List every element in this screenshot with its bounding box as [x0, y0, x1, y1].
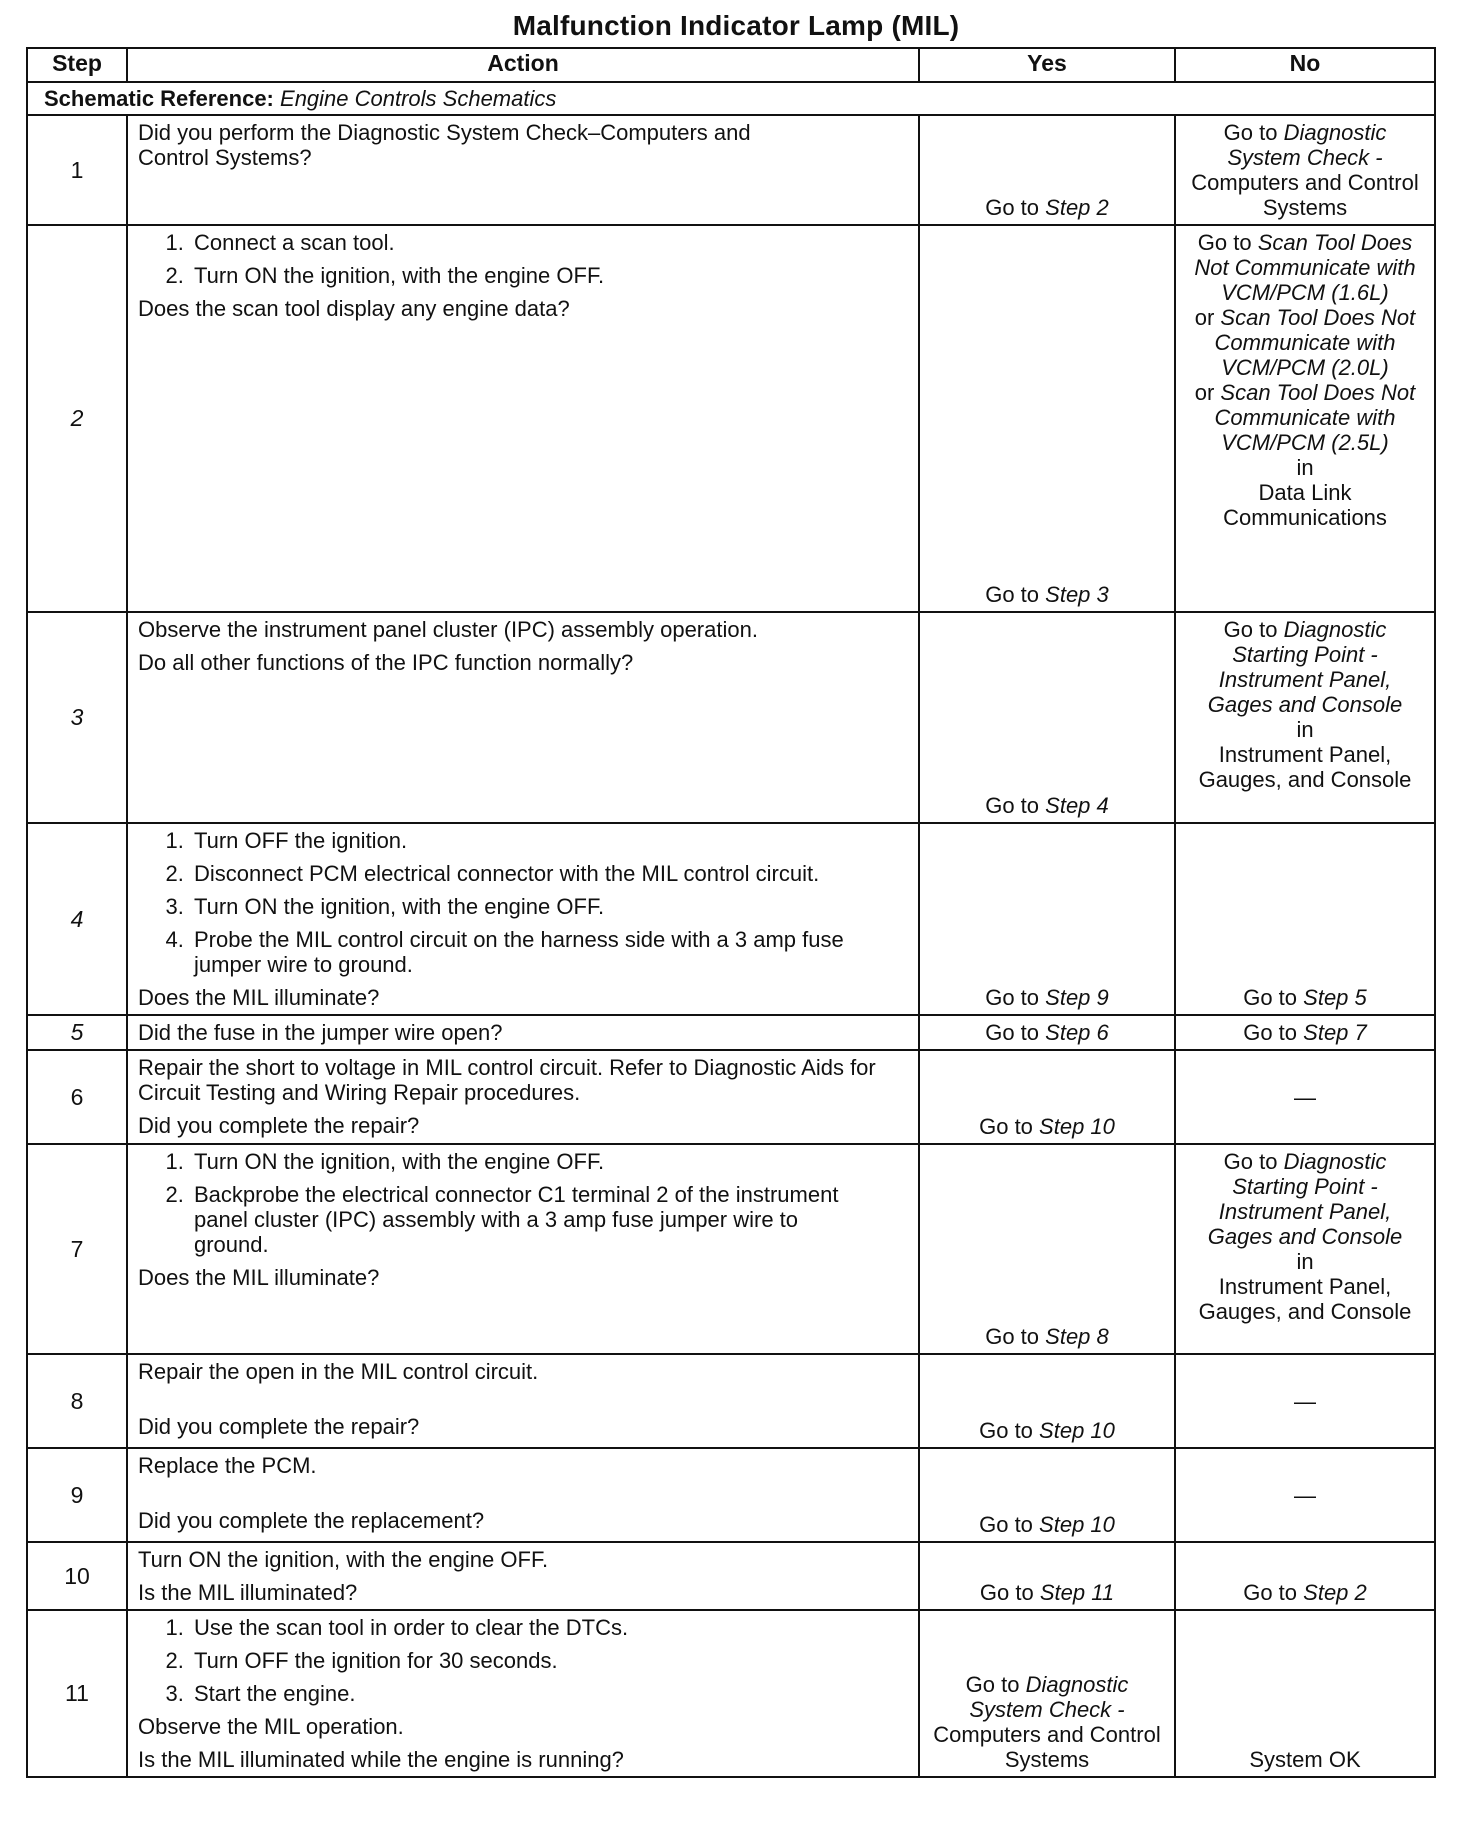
yes-cell: Go to Diagnostic System Check - Computers and Control Systems — [919, 1610, 1175, 1777]
no-cell: Go to Diagnostic Starting Point - Instrument Panel, Gages and Console in Instrument Panel, Gauges, and Console — [1175, 612, 1435, 823]
action-item: 2. Backprobe the electrical connector C1 terminal 2 of the instrument panel cluster (IPC) assembly with a 3 amp fuse jumper wire to ground. — [190, 1182, 908, 1257]
action-cell — [127, 612, 919, 823]
yes-target: Diagnostic System Check - — [969, 1672, 1129, 1722]
action-item: 3. Start the engine. — [190, 1681, 908, 1706]
action-question: Did the fuse in the jumper wire open? — [138, 1020, 503, 1045]
action-question: Did you complete the repair? — [138, 1113, 420, 1138]
action-cell — [127, 1144, 919, 1354]
yes-cell: Go to Step 2 — [919, 115, 1175, 225]
no-target: Diagnostic System Check - — [1227, 120, 1387, 170]
no-cell: — — [1175, 1050, 1435, 1144]
header-no: No — [1175, 48, 1435, 82]
action-item: 4. Probe the MIL control circuit on the harness side with a 3 amp fuse jumper wire to ground. — [190, 927, 908, 977]
action-cell — [127, 823, 919, 1015]
action-cell — [127, 115, 919, 225]
table-row — [27, 612, 1435, 823]
yes-target: Step 4 — [1045, 793, 1109, 818]
action-question: Did you perform the Diagnostic System Check–Computers and Control Systems? — [138, 120, 751, 170]
yes-cell: Go to Step 6 — [919, 1015, 1175, 1050]
step-number: 4 — [27, 823, 127, 1015]
action-question: Does the MIL illuminate? — [138, 1265, 380, 1290]
yes-cell: Go to Step 10 — [919, 1448, 1175, 1542]
page-title: Malfunction Indicator Lamp (MIL) — [512, 10, 960, 41]
action-cell — [127, 1050, 919, 1144]
no-cell: Go to Diagnostic Starting Point - Instrument Panel, Gages and Console in Instrument Panel, Gauges, and Console — [1175, 1144, 1435, 1354]
yes-cell: Go to Step 10 — [919, 1354, 1175, 1448]
table-row — [27, 1050, 1435, 1144]
yes-target: Step 8 — [1045, 1324, 1109, 1349]
header-action: Action — [127, 48, 919, 82]
step-number: 8 — [27, 1354, 127, 1448]
header-step: Step — [27, 48, 127, 82]
yes-target: Step 11 — [1039, 1580, 1115, 1605]
schematic-reference-label: Schematic Reference: — [44, 86, 274, 111]
table-row — [27, 1542, 1435, 1610]
table-row — [27, 1610, 1435, 1777]
yes-target: Step 2 — [1045, 195, 1109, 220]
no-cell: System OK — [1175, 1610, 1435, 1777]
action-question: Did you complete the replacement? — [138, 1508, 485, 1533]
action-text: Replace the PCM. — [138, 1453, 317, 1478]
schematic-reference-link: Engine Controls Schematics — [280, 86, 557, 111]
action-item: 2. Disconnect PCM electrical connector with the MIL control circuit. — [190, 861, 908, 886]
action-question: Is the MIL illuminated? — [138, 1580, 358, 1605]
yes-cell: Go to Step 8 — [919, 1144, 1175, 1354]
action-cell — [127, 1354, 919, 1448]
schematic-reference — [27, 82, 1435, 115]
no-cell: Go to Scan Tool Does Not Communicate with VCM/PCM (1.6L) or Scan Tool Does Not Communicate with VCM/PCM (2.0L) or Scan Tool Does Not Communicate with VCM/PCM (2.5L) in Data Link Communications — [1175, 225, 1435, 612]
yes-cell: Go to Step 3 — [919, 225, 1175, 612]
action-item: 2. Turn ON the ignition, with the engine OFF. — [190, 263, 908, 288]
action-cell — [127, 1448, 919, 1542]
step-number: 1 — [27, 115, 127, 225]
step-number: 5 — [27, 1015, 127, 1050]
table-row — [27, 115, 1435, 225]
action-item: 1. Turn ON the ignition, with the engine OFF. — [190, 1149, 908, 1174]
yes-cell: Go to Step 10 — [919, 1050, 1175, 1144]
yes-cell: Go to Step 9 — [919, 823, 1175, 1015]
step-number: 9 — [27, 1448, 127, 1542]
no-target: Step 5 — [1303, 985, 1367, 1010]
action-question: Do all other functions of the IPC function normally? — [138, 650, 634, 675]
action-item: 1. Turn OFF the ignition. — [190, 828, 908, 853]
action-text: Turn ON the ignition, with the engine OFF. — [138, 1547, 549, 1572]
yes-cell: Go to Step 11 — [919, 1542, 1175, 1610]
header-row — [27, 48, 1435, 82]
no-cell: Go to Step 5 — [1175, 823, 1435, 1015]
action-item: 1. Connect a scan tool. — [190, 230, 908, 255]
yes-target: Step 10 — [1039, 1512, 1115, 1537]
no-target: Scan Tool Does Not Communicate with VCM/PCM (2.0L) — [1214, 305, 1416, 380]
no-cell: — — [1175, 1448, 1435, 1542]
step-number: 6 — [27, 1050, 127, 1144]
action-item: 3. Turn ON the ignition, with the engine OFF. — [190, 894, 908, 919]
step-number: 10 — [27, 1542, 127, 1610]
yes-target: Step 9 — [1045, 985, 1109, 1010]
action-item: 2. Turn OFF the ignition for 30 seconds. — [190, 1648, 908, 1673]
table-row — [27, 823, 1435, 1015]
schematic-reference-row — [27, 82, 1435, 115]
header-yes: Yes — [919, 48, 1175, 82]
table-row — [27, 1448, 1435, 1542]
diagnostic-table — [26, 47, 1436, 1778]
no-cell: — — [1175, 1354, 1435, 1448]
no-target: Diagnostic Starting Point - Instrument Panel, Gages and Console — [1207, 1149, 1403, 1249]
action-question: Does the MIL illuminate? — [138, 985, 380, 1010]
action-question: Did you complete the repair? — [138, 1414, 420, 1439]
action-cell — [127, 1542, 919, 1610]
action-question: Does the scan tool display any engine data? — [138, 296, 570, 321]
no-cell: Go to Step 2 — [1175, 1542, 1435, 1610]
yes-target: Step 10 — [1039, 1418, 1115, 1443]
no-target: Scan Tool Does Not Communicate with VCM/PCM (1.6L) — [1194, 230, 1416, 305]
no-cell: Go to Diagnostic System Check - Computers and Control Systems — [1175, 115, 1435, 225]
action-text: Repair the open in the MIL control circuit. — [138, 1359, 539, 1384]
action-text: Observe the instrument panel cluster (IPC) assembly operation. — [138, 617, 758, 642]
table-row — [27, 1144, 1435, 1354]
action-cell — [127, 1015, 919, 1050]
yes-target: Step 10 — [1039, 1114, 1115, 1139]
action-question: Is the MIL illuminated while the engine is running? — [138, 1747, 624, 1772]
step-number: 7 — [27, 1144, 127, 1354]
action-cell — [127, 1610, 919, 1777]
no-target: Step 7 — [1303, 1020, 1367, 1045]
step-number: 2 — [27, 225, 127, 612]
no-target: Scan Tool Does Not Communicate with VCM/PCM (2.5L) — [1214, 380, 1416, 455]
yes-target: Step 6 — [1045, 1020, 1109, 1045]
table-row — [27, 1015, 1435, 1050]
yes-cell: Go to Step 4 — [919, 612, 1175, 823]
no-cell: Go to Step 7 — [1175, 1015, 1435, 1050]
no-target: Diagnostic Starting Point - Instrument Panel, Gages and Console — [1207, 617, 1403, 717]
action-item: 1. Use the scan tool in order to clear the DTCs. — [190, 1615, 908, 1640]
no-target: Step 2 — [1303, 1580, 1367, 1605]
yes-target: Step 3 — [1045, 582, 1109, 607]
step-number: 11 — [27, 1610, 127, 1777]
table-row — [27, 225, 1435, 612]
table-row — [27, 1354, 1435, 1448]
action-text: Observe the MIL operation. — [138, 1714, 404, 1739]
action-text: Repair the short to voltage in MIL control circuit. Refer to Diagnostic Aids for Circuit Testing and Wiring Repair procedures. — [138, 1055, 876, 1105]
step-number: 3 — [27, 612, 127, 823]
action-cell — [127, 225, 919, 612]
